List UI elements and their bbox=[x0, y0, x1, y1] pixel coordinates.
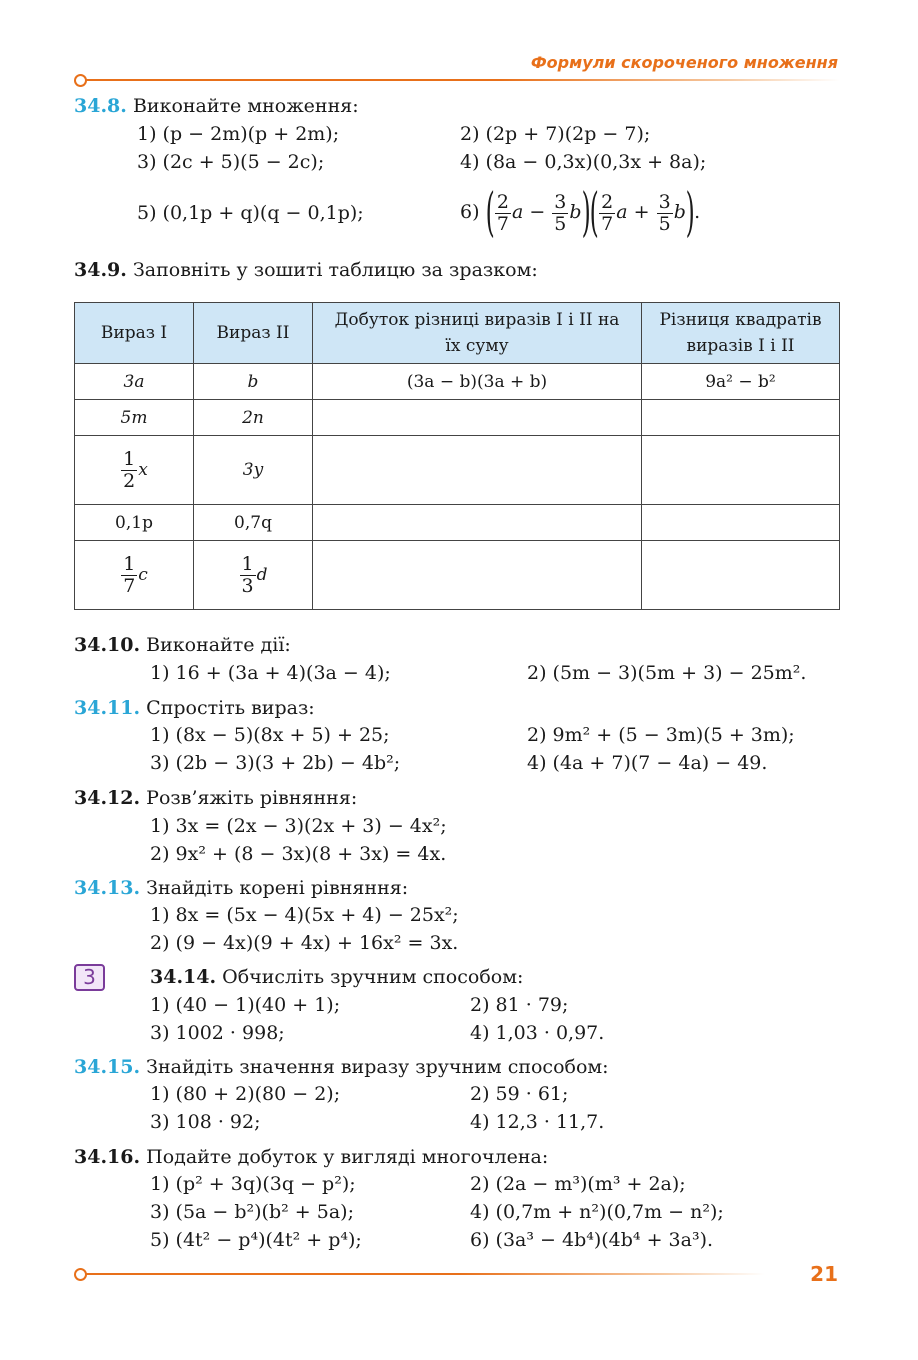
table-cell-empty bbox=[313, 505, 642, 541]
page-number: 21 bbox=[810, 1262, 838, 1286]
exercise-item: 3) (2b − 3)(3 + 2b) − 4b²; bbox=[150, 752, 401, 774]
table-cell-empty bbox=[313, 541, 642, 610]
table-cell: $\frac{1}{7}$ c bbox=[75, 541, 194, 610]
exercise-title: Знайдіть значення виразу зручним способом: bbox=[146, 1056, 609, 1078]
exercise-item: 1) 16 + (3a + 4)(3a − 4); bbox=[150, 662, 391, 684]
left-paren: ( bbox=[589, 183, 599, 243]
exercise-item: 2) 9m² + (5 − 3m)(5 + 3m); bbox=[527, 724, 795, 746]
table-cell: 0,7q bbox=[194, 505, 313, 541]
exercise-number: 34.13. bbox=[74, 877, 141, 899]
table-cell: 5m bbox=[75, 400, 194, 436]
exercise-item: 2) (5m − 3)(5m + 3) − 25m². bbox=[527, 662, 807, 684]
right-paren: ) bbox=[685, 183, 695, 243]
exercise-item: 2) 59 · 61; bbox=[470, 1083, 569, 1105]
exercise-item: 4) 12,3 · 11,7. bbox=[470, 1111, 605, 1133]
exercise-title: Подайте добуток у вигляді многочлена: bbox=[146, 1146, 549, 1168]
exercise-item: 1) (40 − 1)(40 + 1); bbox=[150, 994, 341, 1016]
fraction: $\frac{2}{7}$ bbox=[496, 190, 509, 235]
table-header: Різниця квадратів виразів I і II bbox=[642, 303, 840, 364]
exercise-title: Виконайте множення: bbox=[132, 95, 359, 117]
exercise-title: Обчисліть зручним способом: bbox=[222, 966, 524, 988]
table-header: Вираз I bbox=[75, 303, 194, 364]
footer-rule bbox=[85, 1273, 765, 1275]
table-cell-empty bbox=[642, 436, 840, 505]
exercise-item: 4) (8a − 0,3x)(0,3x + 8a); bbox=[460, 151, 707, 173]
table-cell: 2n bbox=[194, 400, 313, 436]
exercise-item: 4) (0,7m + n²)(0,7m − n²); bbox=[470, 1201, 724, 1223]
sample-table bbox=[74, 302, 840, 610]
exercise-number: 34.15. bbox=[74, 1056, 141, 1078]
exercise-number: 34.12. bbox=[74, 787, 141, 809]
exercise-number: 34.16. bbox=[74, 1146, 141, 1168]
table-header: Вираз II bbox=[194, 303, 313, 364]
exercise-title: Заповніть у зошиті таблицю за зразком: bbox=[132, 259, 538, 281]
exercise-item: 4) 1,03 · 0,97. bbox=[470, 1022, 605, 1044]
exercise-item: 4) (4a + 7)(7 − 4a) − 49. bbox=[527, 752, 768, 774]
table-cell-empty bbox=[313, 400, 642, 436]
exercise-number: 34.9. bbox=[74, 259, 127, 281]
exercise-item: 5) (0,1p + q)(q − 0,1p); bbox=[137, 202, 364, 224]
table-cell: b bbox=[194, 364, 313, 400]
table-row bbox=[75, 505, 840, 541]
table-cell: $\frac{1}{3}$ d bbox=[194, 541, 313, 610]
table-cell-empty bbox=[642, 505, 840, 541]
exercise-number: 34.14. bbox=[150, 966, 217, 988]
difficulty-level-badge: 3 bbox=[74, 964, 105, 991]
exercise-item: 2) (9 − 4x)(9 + 4x) + 16x² = 3x. bbox=[150, 932, 459, 954]
exercise-number: 34.11. bbox=[74, 697, 141, 719]
table-cell-empty bbox=[642, 400, 840, 436]
item-label: 6) bbox=[460, 201, 480, 223]
exercise-item: 3) (5a − b²)(b² + 5a); bbox=[150, 1201, 354, 1223]
exercise-item: 2) 81 · 79; bbox=[470, 994, 569, 1016]
running-header: Формули скороченого множення bbox=[530, 53, 838, 72]
fraction: $\frac{1}{7}$ bbox=[123, 552, 136, 597]
fraction: $\frac{1}{3}$ bbox=[241, 552, 254, 597]
exercise-item: 1) 8x = (5x − 4)(5x + 4) − 25x²; bbox=[150, 904, 459, 926]
exercise-item: 1) (p² + 3q)(3q − p²); bbox=[150, 1173, 356, 1195]
exercise-item-fraction: 6) ( $\frac{2}{7}$ a − $\frac{3}{5}$ b)( $\frac{2}{7}$ a + $\frac{3}{5}$ b). bbox=[460, 183, 701, 243]
table-cell: 9a² − b² bbox=[642, 364, 840, 400]
right-paren: ) bbox=[581, 183, 591, 243]
exercise-title: Знайдіть корені рівняння: bbox=[146, 877, 409, 899]
exercise-item: 1) 3x = (2x − 3)(2x + 3) − 4x²; bbox=[150, 815, 447, 837]
table-cell-empty bbox=[642, 541, 840, 610]
exercise-item: 2) (2p + 7)(2p − 7); bbox=[460, 123, 651, 145]
table-header: Добуток різниці виразів I і II на їх суму bbox=[313, 303, 642, 364]
exercise-item: 3) (2c + 5)(5 − 2c); bbox=[137, 151, 325, 173]
table-cell: $\frac{1}{2}$ x bbox=[75, 436, 194, 505]
table-row bbox=[75, 436, 840, 505]
exercise-item: 3) 1002 · 998; bbox=[150, 1022, 285, 1044]
table-cell: 0,1p bbox=[75, 505, 194, 541]
fraction: $\frac{2}{7}$ bbox=[601, 190, 614, 235]
exercise-title: Розв’яжіть рівняння: bbox=[146, 787, 358, 809]
exercise-item: 1) (8x − 5)(8x + 5) + 25; bbox=[150, 724, 390, 746]
table-cell: (3a − b)(3a + b) bbox=[313, 364, 642, 400]
left-paren: ( bbox=[485, 183, 495, 243]
exercise-number: 34.8. bbox=[74, 95, 127, 117]
exercise-number: 34.10. bbox=[74, 634, 141, 656]
exercise-item: 6) (3a³ − 4b⁴)(4b⁴ + 3a³). bbox=[470, 1229, 714, 1251]
exercise-item: 3) 108 · 92; bbox=[150, 1111, 261, 1133]
table-row bbox=[75, 400, 840, 436]
header-rule bbox=[85, 79, 840, 81]
table-cell: 3a bbox=[75, 364, 194, 400]
exercise-item: 1) (80 + 2)(80 − 2); bbox=[150, 1083, 341, 1105]
table-row bbox=[75, 364, 840, 400]
fraction: $\frac{3}{5}$ bbox=[554, 190, 567, 235]
exercise-title: Спростіть вираз: bbox=[146, 697, 315, 719]
exercise-item: 1) (p − 2m)(p + 2m); bbox=[137, 123, 340, 145]
exercise-item: 5) (4t² − p⁴)(4t² + p⁴); bbox=[150, 1229, 362, 1251]
exercise-item: 2) 9x² + (8 − 3x)(8 + 3x) = 4x. bbox=[150, 843, 447, 865]
exercise-item: 2) (2a − m³)(m³ + 2a); bbox=[470, 1173, 686, 1195]
fraction: $\frac{3}{5}$ bbox=[658, 190, 671, 235]
exercise-title: Виконайте дії: bbox=[146, 634, 291, 656]
table-row bbox=[75, 541, 840, 610]
fraction: $\frac{1}{2}$ bbox=[123, 447, 136, 492]
table-cell-empty bbox=[313, 436, 642, 505]
table-cell: 3y bbox=[194, 436, 313, 505]
